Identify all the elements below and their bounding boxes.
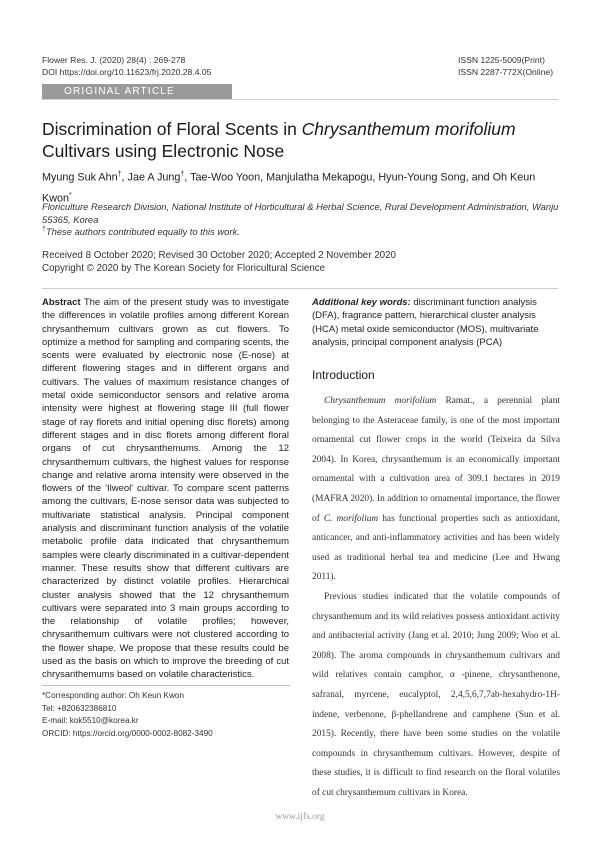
author-rest: , Tae-Woo Yoon, Manjulatha Mekapogu, Hyun-Young Song, and Oh Keun Kwon bbox=[42, 171, 536, 205]
equal-contribution-note bbox=[42, 226, 562, 237]
equal-contribution-mark: † bbox=[42, 226, 46, 233]
copyright-line: Copyright © 2020 by The Korean Society for Floricultural Science bbox=[42, 263, 326, 274]
keywords-text: discriminant function analysis (DFA), fragrance pattern, hierarchical cluster analysis (HCA) metal oxide semiconductor (MOS), multivariate analysis, principal component analysis (PCA) bbox=[312, 297, 539, 348]
abstract-divider bbox=[42, 288, 558, 289]
received-line: Received 8 October 2020; Revised 30 October 2020; Accepted 2 November 2020 bbox=[42, 250, 396, 261]
abstract-text: The aim of the present study was to investigate the differences in volatile profiles among different Korean chrysanthemum cultivars grown as cut flowers. To optimize a method for sampling and comparing scents, the scents were evaluated by electronic nose (E-nose) at different flowering stages and in different organs and cultivars. The values of maximum resistance changes of metal oxide semiconductor sensors and relative aroma intensity were highest at flowering stage III (full flower stage of ray florets and initial opening disc florets) among different stages and in disc florets among different floral organs of cut chrysanthemums. Among the 12 chrysanthemum cultivars, the highest values for response change and relative aroma intensity were observed in the flowers of the 'Ilweol' cultivar. To compare scent patterns among the cultivars, E-nose sensor data was subjected to multivariate statistical analysis. Principal component analysis and discriminant function analysis of the volatile metabolic profile data indicated that chrysanthemum samples were clearly discriminated in a cultivar-dependent manner. These results show that different cultivars are characterized by distinct volatile profiles. Hierarchical cluster analysis showed that the 12 chrysanthemum cultivars were separated into 3 main groups according to the relationship of volatile profiles; however, chrysanthemum cultivars were not clustered according to the flower shape. We propose that these results could be used as the basis on which to improve the breeding of cut chrysanthemums based on volatile characteristics. bbox=[42, 297, 289, 681]
issn-online: ISSN 2287-772X(Online) bbox=[458, 67, 554, 77]
intro-p1-part-b: has functional properties such as antioxidant, anticancer, and anti-inflammatory activities and has been widely used as traditional herbal tea and medicine (Lee and Hwang 2011). bbox=[312, 513, 560, 583]
author-2-mark: † bbox=[180, 171, 185, 178]
keywords-label: Additional key words: bbox=[312, 297, 411, 308]
corresponding-email[interactable]: E-mail: kok5510@korea.kr bbox=[42, 716, 139, 725]
author-2: , Jae A Jung bbox=[121, 171, 181, 184]
intro-p1-part-a: Ramat., a perennial plant belonging to the Asteraceae family, is one of the most important ornamental cut flower crops in the world (Teixeira da Silva 2004). In Korea, chrysanthemum is an economically important ornamental with a cultivation area of 309.1 hectares in 2019 (MAFRA 2020). In addition to ornamental importance, the flower of bbox=[312, 396, 560, 524]
corresponding-orcid[interactable]: ORCID: https://orcid.org/0000-0002-8082-3490 bbox=[42, 728, 213, 738]
journal-url-footer[interactable]: www.ijfs.org bbox=[275, 812, 325, 822]
footnote-divider bbox=[42, 685, 290, 686]
doi-line[interactable]: DOI https://doi.org/10.11623/frj.2020.28.4.05 bbox=[42, 67, 212, 77]
correspondence-block bbox=[42, 690, 213, 740]
abstract bbox=[42, 296, 289, 682]
journal-line: Flower Res. J. (2020) 28(4) : 269-278 bbox=[42, 55, 186, 65]
corresponding-tel: Tel: +820632386810 bbox=[42, 703, 117, 713]
title-species: Chrysanthemum morifolium bbox=[301, 119, 516, 139]
introduction-heading: Introduction bbox=[312, 368, 375, 382]
key-words bbox=[312, 296, 560, 349]
article-type-badge: ORIGINAL ARTICLE bbox=[42, 84, 232, 100]
species-abbrev: C. morifolium bbox=[323, 513, 379, 524]
corresponding-mark: * bbox=[69, 191, 72, 199]
affiliation: Floriculture Research Division, National Institute of Horticultural & Herbal Science, Rural Development Administration, Wanju 55365, Korea bbox=[42, 201, 559, 225]
intro-paragraph-2: Previous studies indicated that the volatile compounds of chrysanthemum and its wild relatives possess antioxidant activity and antibacterial activity (Jang et al. 2010; Jung 2009; Woo et al. 2008). The aroma compounds in chrysanthemum cultivars and wild relatives contain camphor, α -pinene, chrysanthenone, safranal, myrcene, eucalyptol, 2,4,5,6,7,7ab-hexahydro-1H-indene, verbenone, β-phellandrene and camphene (Sun et al. 2015). Recently, there have been some studies on the volatile compounds in chrysanthemum cultivars. However, despite of these studies, it is difficult to find research on the floral volatiles of cut chrysanthemum cultivars in Korea. bbox=[312, 591, 560, 798]
author-1: Myung Suk Ahn bbox=[42, 171, 118, 184]
header-divider bbox=[42, 99, 558, 100]
corresponding-author: *Corresponding author: Oh Keun Kwon bbox=[42, 691, 185, 700]
author-1-mark: † bbox=[117, 171, 122, 178]
intro-paragraph-1 bbox=[312, 392, 560, 588]
introduction-body bbox=[312, 392, 560, 803]
title-part-2: Cultivars using Electronic Nose bbox=[42, 141, 285, 161]
issn-print: ISSN 1225-5009(Print) bbox=[458, 55, 545, 65]
journal-citation bbox=[42, 54, 211, 78]
article-dates bbox=[42, 249, 562, 275]
title-part-1: Discrimination of Floral Scents in bbox=[42, 119, 302, 139]
species-name: Chrysanthemum morifolium bbox=[324, 396, 437, 406]
abstract-label: Abstract bbox=[42, 297, 81, 308]
article-title bbox=[42, 118, 562, 162]
equal-contribution-text: These authors contributed equally to this work. bbox=[45, 226, 240, 238]
issn-block bbox=[458, 54, 558, 78]
